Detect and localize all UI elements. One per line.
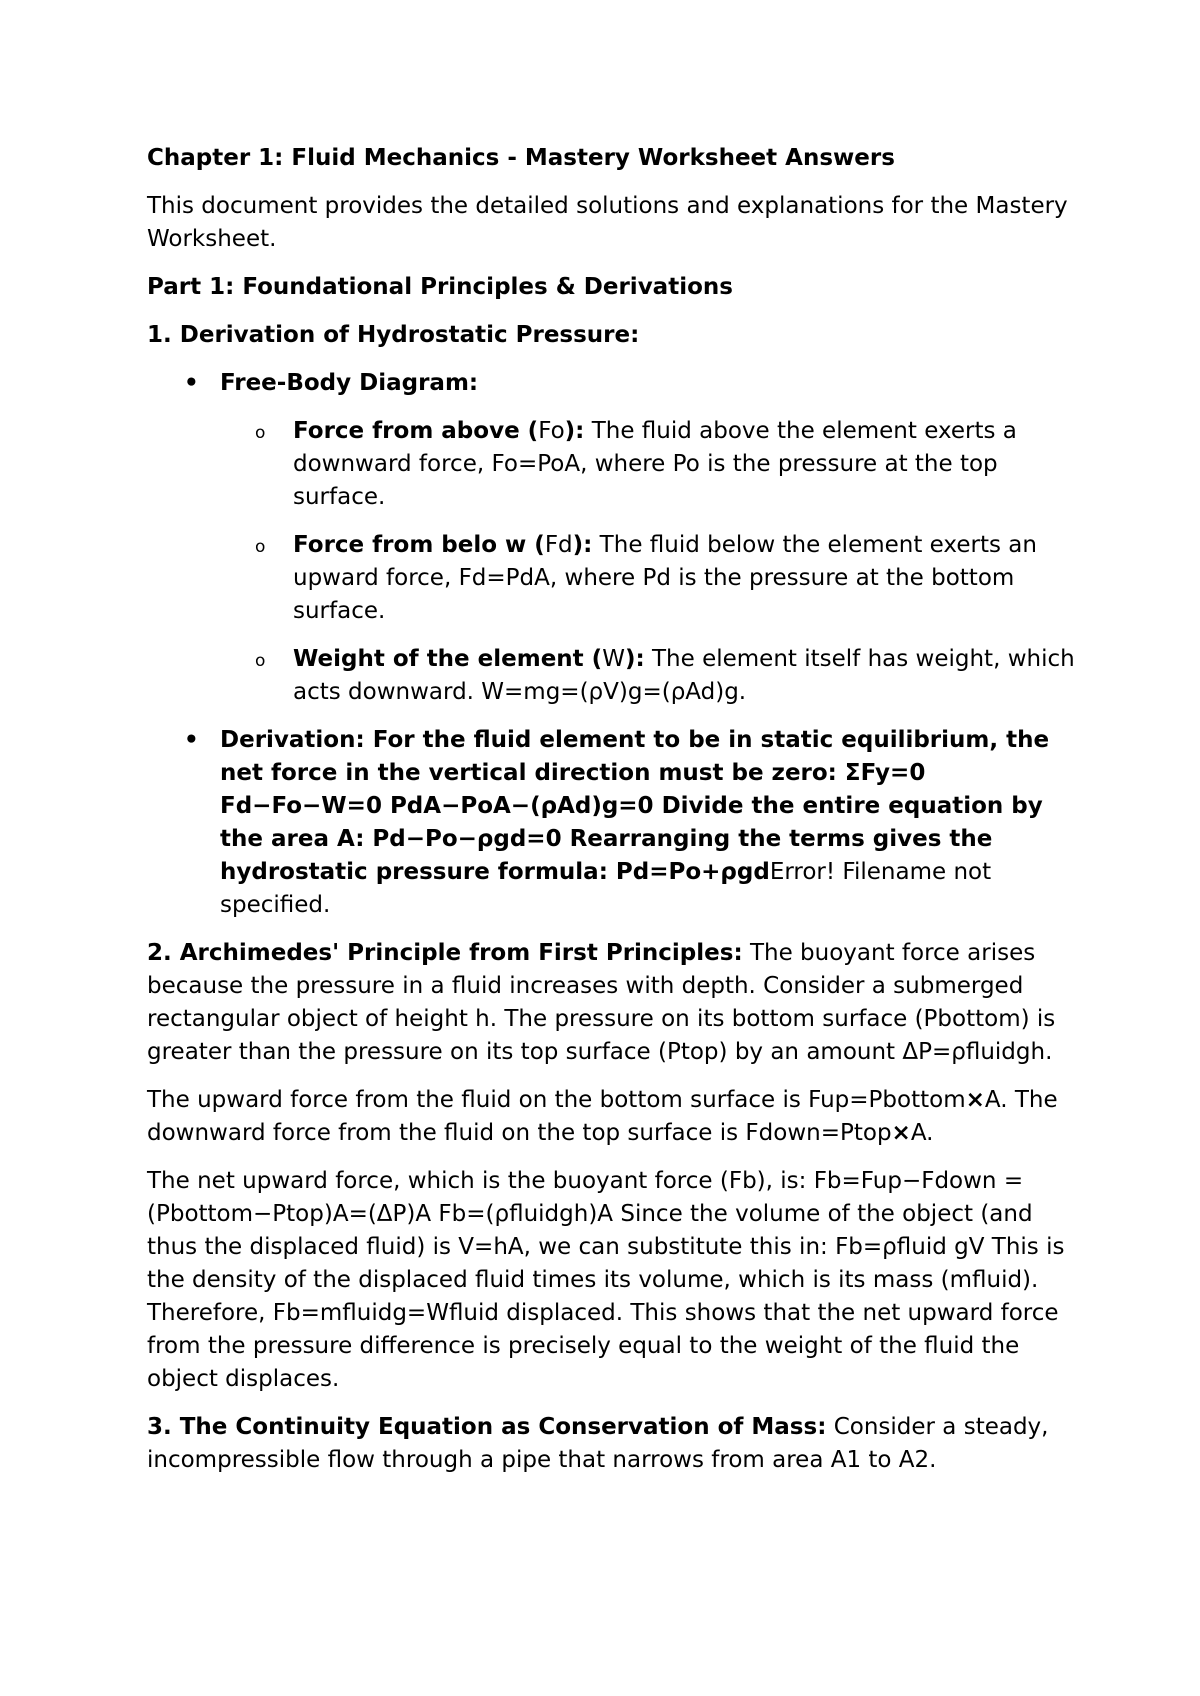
q2-paragraph-2: The upward force from the fluid on the bottom surface is Fup=Pbottom×A. The downward force from the fluid on the top surface is Fdown=Ptop×A. <box>147 1087 1058 1146</box>
force-above-symbol: Fo <box>538 418 565 444</box>
force-above-text: The fluid above the element exerts a downward force, Fo=PoA, where Po is the pressure at the top surface. <box>293 418 1017 510</box>
force-below-text: The fluid below the element exerts an upward force, Fd=PdA, where Pd is the pressure at the bottom surface. <box>293 532 1037 624</box>
q3-heading: 3. The Continuity Equation as Conservation of Mass: <box>147 1414 827 1440</box>
times-symbol: × <box>965 1087 985 1113</box>
fbd-sub-list <box>220 415 1082 709</box>
bullet-icon: • <box>184 727 199 753</box>
q3-paragraph: 3. The Continuity Equation as Conservation of Mass: Consider a steady, incompressible flow through a pipe that narrows from area A1 to A2. <box>147 1414 1049 1473</box>
sub-bullet-icon: o <box>255 423 266 443</box>
sub-bullet-icon: o <box>255 651 266 671</box>
times-symbol: × <box>891 1120 911 1146</box>
error-message: Error! Filename not specified. <box>220 859 992 918</box>
list-item: o Weight of the element (W): The element itself has weight, which acts downward. W=mg=(ρV)g=(ρAd)g. <box>255 646 1075 705</box>
q1-heading: 1. Derivation of Hydrostatic Pressure: <box>147 322 640 348</box>
weight-symbol: W <box>602 646 625 672</box>
list-item: o Force from above (Fo): The fluid above the element exerts a downward force, Fo=PoA, where Po is the pressure at the top surface. <box>255 418 1017 510</box>
weight-label: Weight of the element ( <box>293 646 603 672</box>
page-title: Chapter 1: Fluid Mechanics - Mastery Worksheet Answers <box>147 145 895 171</box>
q2-paragraph-1: 2. Archimedes' Principle from First Principles: The buoyant force arises because the pressure in a fluid increases with depth. Consider a submerged rectangular object of height h. The pressure on its bottom surface (Pbottom) is greater than the pressure on its top surface (Ptop) by an amount ΔP=ρfluidgh. <box>147 940 1056 1065</box>
force-below-label: Force from belo w ( <box>293 532 545 558</box>
list-item <box>147 724 1082 922</box>
force-above-label: Force from above ( <box>293 418 539 444</box>
force-below-symbol: Fd <box>544 532 573 558</box>
list-item <box>147 367 1082 709</box>
intro-paragraph: This document provides the detailed solutions and explanations for the Mastery Worksheet. <box>147 193 1068 252</box>
fbd-label: Free-Body Diagram: <box>220 370 479 396</box>
sub-bullet-icon: o <box>255 537 266 557</box>
weight-text: The element itself has weight, which acts downward. W=mg=(ρV)g=(ρAd)g. <box>293 646 1075 705</box>
q2-heading: 2. Archimedes' Principle from First Principles: <box>147 940 743 966</box>
derivation-text: Derivation: For the fluid element to be in static equilibrium, the net force in the vertical direction must be zero: ΣFy=0 Fd−Fo−W=0 PdA−PoA−(ρAd)g=0 Divide the entire equation by the area A: Pd−Po−ρgd=0 Rearranging the terms gives the hydrostatic pressure formula: Pd=Po+ρgd <box>220 727 1050 885</box>
bullet-icon: • <box>184 370 199 396</box>
q2-paragraph-3: The net upward force, which is the buoyant force (Fb), is: Fb=Fup−Fdown =(Pbottom−Ptop)A=(ΔP)A Fb=(ρfluidgh)A Since the volume of the object (and thus the displaced fluid) is V=hA, we can substitute this in: Fb=ρfluid gV This is the density of the displaced fluid times its volume, which is its mass (mfluid). Therefore, Fb=mfluidg=Wfluid displaced. This shows that the net upward force from the pressure difference is precisely equal to the weight of the fluid the object displaces. <box>147 1168 1065 1392</box>
part1-heading: Part 1: Foundational Principles & Derivations <box>147 274 733 300</box>
document-page <box>147 142 1082 1492</box>
list-item: o Force from belo w (Fd): The fluid below the element exerts an upward force, Fd=PdA, where Pd is the pressure at the bottom surface. <box>255 532 1037 624</box>
q1-bullet-list <box>147 367 1082 922</box>
